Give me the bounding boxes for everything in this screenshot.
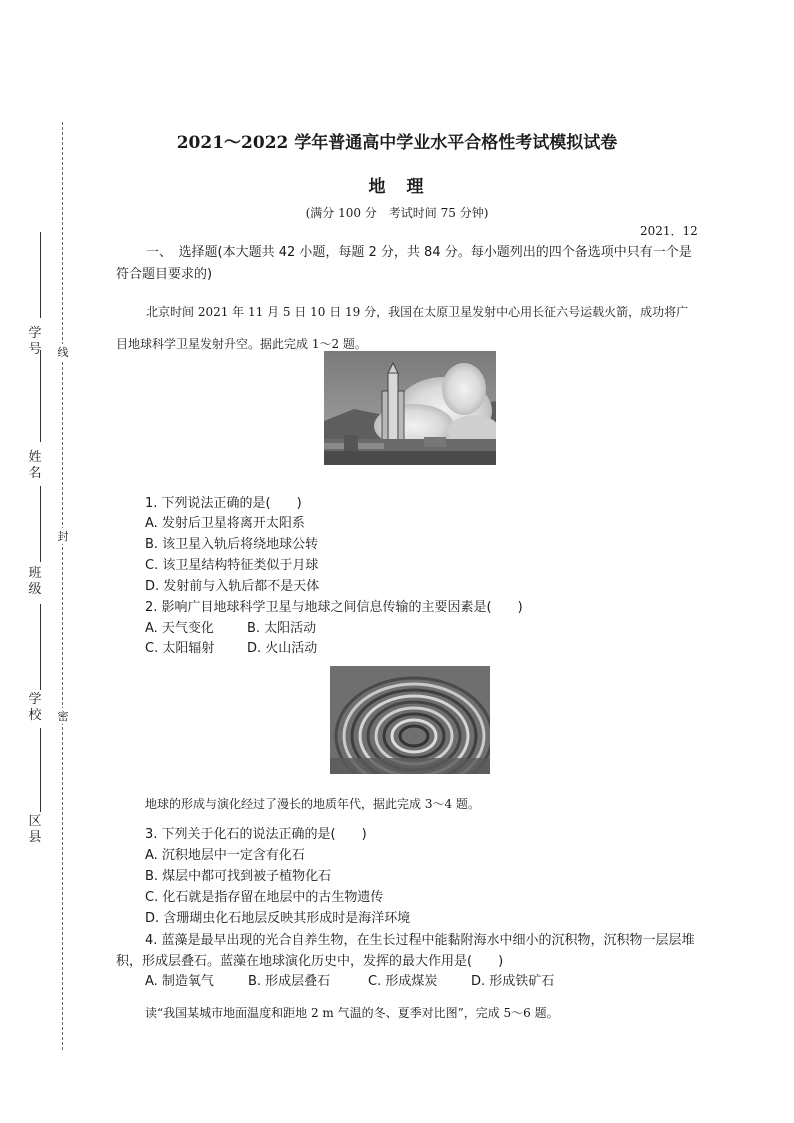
question-4-stem: 4. 蓝藻是最早出现的光合自养生物，在生长过程中能黏附海水中细小的沉积物，沉积物一层层堆积，形成层叠石。蓝藻在地球演化历史中，发挥的最大作用是( ): [116, 933, 695, 969]
seal-mark-seal: 封: [57, 530, 69, 543]
side-label-school: 学校: [28, 692, 42, 723]
question-1-stem: 1. 下列说法正确的是( ): [145, 496, 302, 511]
side-label-district: 区县: [28, 814, 42, 845]
question-2-stem: 2. 影响广目地球科学卫星与地球之间信息传输的主要因素是( ): [145, 600, 523, 615]
stromatolite-photo: [330, 666, 490, 774]
q1-option-b[interactable]: B. 该卫星入轨后将绕地球公转: [145, 537, 319, 552]
q2-option-b[interactable]: B. 太阳活动: [247, 621, 317, 636]
q2-option-a[interactable]: A. 天气变化: [145, 621, 214, 636]
q4-option-b[interactable]: B. 形成层叠石: [248, 974, 331, 989]
q2-option-c[interactable]: C. 太阳辐射: [145, 641, 215, 656]
exam-subject: 地 理: [368, 177, 426, 197]
q3-option-a[interactable]: A. 沉积地层中一定含有化石: [145, 848, 305, 863]
question-3-stem: 3. 下列关于化石的说法正确的是( ): [145, 827, 367, 842]
seal-mark-line: 线: [57, 346, 69, 359]
q3-option-d[interactable]: D. 含珊瑚虫化石地层反映其形成时是海洋环境: [145, 911, 411, 926]
side-blank-student-id: [40, 232, 41, 318]
seal-mark-secret: 密: [57, 710, 69, 723]
passage-3: 读“我国某城市地面温度和距地 2 m 气温的冬、夏季对比图”，完成 5～6 题。: [145, 1006, 559, 1020]
side-blank-class: [40, 486, 41, 562]
q3-option-b[interactable]: B. 煤层中都可找到被子植物化石: [145, 869, 332, 884]
exam-meta: (满分 100 分 考试时间 75 分钟): [305, 206, 489, 220]
side-blank-school: [40, 604, 41, 690]
q4-option-d[interactable]: D. 形成铁矿石: [471, 974, 555, 989]
side-label-class: 班级: [28, 566, 42, 597]
side-label-student-id: 学号: [28, 326, 42, 357]
q1-option-a[interactable]: A. 发射后卫星将离开太阳系: [145, 516, 305, 531]
q1-option-d[interactable]: D. 发射前与入轨后都不是天体: [145, 579, 320, 594]
exam-date: 2021．12: [640, 224, 698, 238]
passage-1: 北京时间 2021 年 11 月 5 日 10 日 19 分，我国在太原卫星发射中心用长征六号运载火箭，成功将广目地球科学卫星发射升空。据此完成 1～2 题。: [116, 305, 689, 351]
exam-title: 2021～2022 学年普通高中学业水平合格性考试模拟试卷: [176, 133, 618, 153]
side-blank-name: [40, 350, 41, 442]
q3-option-c[interactable]: C. 化石就是指存留在地层中的古生物遗传: [145, 890, 384, 905]
section-heading: 一、 选择题(本大题共 42 小题，每题 2 分，共 84 分。每小题列出的四个备选项中只有一个是符合题目要求的): [116, 245, 692, 282]
binding-dashed-line: [62, 122, 63, 1050]
passage-2: 地球的形成与演化经过了漫长的地质年代，据此完成 3～4 题。: [145, 797, 480, 811]
side-label-name: 姓名: [28, 450, 42, 481]
q1-option-c[interactable]: C. 该卫星结构特征类似于月球: [145, 558, 319, 573]
q2-option-d[interactable]: D. 火山活动: [247, 641, 318, 656]
side-blank-district: [40, 728, 41, 812]
q4-option-c[interactable]: C. 形成煤炭: [368, 974, 438, 989]
rocket-launch-photo: [324, 351, 496, 465]
q4-option-a[interactable]: A. 制造氧气: [145, 974, 214, 989]
